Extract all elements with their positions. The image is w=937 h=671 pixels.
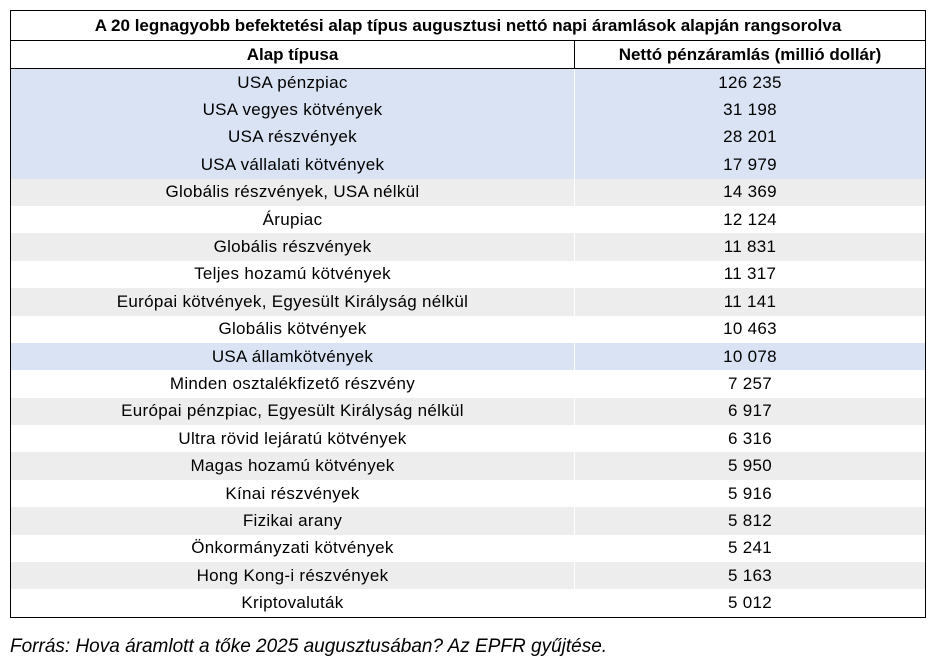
fund-type-cell: USA vállalati kötvények <box>11 151 575 178</box>
net-flow-cell: 10 078 <box>575 343 926 370</box>
fund-type-cell: USA államkötvények <box>11 343 575 370</box>
source-note: Forrás: Hova áramlott a tőke 2025 augusztusában? Az EPFR gyűjtése. <box>10 636 608 657</box>
net-flow-cell: 7 257 <box>575 370 926 397</box>
fund-type-cell: Globális kötvények <box>11 316 575 343</box>
fund-type-cell: Minden osztalékfizető részvény <box>11 370 575 397</box>
fund-type-cell: Hong Kong-i részvények <box>11 562 575 589</box>
fund-type-cell: Ultra rövid lejáratú kötvények <box>11 425 575 452</box>
fund-type-cell: Globális részvények <box>11 233 575 260</box>
table-row <box>11 480 926 507</box>
table-row <box>11 452 926 479</box>
table-row <box>11 507 926 534</box>
net-flow-cell: 11 317 <box>575 261 926 288</box>
fund-type-cell: Magas hozamú kötvények <box>11 452 575 479</box>
fund-type-cell: Kriptovaluták <box>11 589 575 617</box>
table-title: A 20 legnagyobb befektetési alap típus augusztusi nettó napi áramlások alapján rangsorolva <box>11 11 926 41</box>
table-row <box>11 425 926 452</box>
fund-type-cell: USA pénzpiac <box>11 69 575 97</box>
fund-type-cell: Árupiac <box>11 206 575 233</box>
fund-type-cell: USA részvények <box>11 124 575 151</box>
net-flow-cell: 5 812 <box>575 507 926 534</box>
table-row <box>11 151 926 178</box>
column-header-fund-type: Alap típusa <box>11 41 575 69</box>
table-body <box>11 69 926 618</box>
table-row <box>11 96 926 123</box>
net-flow-cell: 5 950 <box>575 452 926 479</box>
net-flow-cell: 28 201 <box>575 124 926 151</box>
table-row <box>11 288 926 315</box>
table-row <box>11 179 926 206</box>
net-flow-cell: 6 917 <box>575 398 926 425</box>
net-flow-cell: 17 979 <box>575 151 926 178</box>
table-row <box>11 370 926 397</box>
table-row <box>11 233 926 260</box>
net-flow-cell: 11 831 <box>575 233 926 260</box>
fund-type-cell: Kínai részvények <box>11 480 575 507</box>
table-row <box>11 589 926 617</box>
net-flow-cell: 12 124 <box>575 206 926 233</box>
table-row <box>11 562 926 589</box>
fund-type-cell: Teljes hozamú kötvények <box>11 261 575 288</box>
net-flow-cell: 6 316 <box>575 425 926 452</box>
table-row <box>11 398 926 425</box>
table-row <box>11 206 926 233</box>
fund-type-cell: Globális részvények, USA nélkül <box>11 179 575 206</box>
net-flow-cell: 14 369 <box>575 179 926 206</box>
table-row <box>11 316 926 343</box>
net-flow-cell: 5 916 <box>575 480 926 507</box>
fund-type-cell: Fizikai arany <box>11 507 575 534</box>
table-row <box>11 69 926 97</box>
flows-table-container <box>10 10 925 618</box>
net-flow-cell: 5 241 <box>575 535 926 562</box>
net-flow-cell: 5 163 <box>575 562 926 589</box>
net-flow-cell: 31 198 <box>575 96 926 123</box>
fund-flows-table <box>10 10 926 618</box>
net-flow-cell: 5 012 <box>575 589 926 617</box>
table-row <box>11 261 926 288</box>
net-flow-cell: 11 141 <box>575 288 926 315</box>
fund-type-cell: Önkormányzati kötvények <box>11 535 575 562</box>
fund-type-cell: Európai kötvények, Egyesült Királyság nélkül <box>11 288 575 315</box>
fund-type-cell: USA vegyes kötvények <box>11 96 575 123</box>
column-header-net-flow: Nettó pénzáramlás (millió dollár) <box>575 41 926 69</box>
table-row <box>11 343 926 370</box>
table-row <box>11 124 926 151</box>
net-flow-cell: 126 235 <box>575 69 926 97</box>
fund-type-cell: Európai pénzpiac, Egyesült Királyság nélkül <box>11 398 575 425</box>
table-row <box>11 535 926 562</box>
net-flow-cell: 10 463 <box>575 316 926 343</box>
